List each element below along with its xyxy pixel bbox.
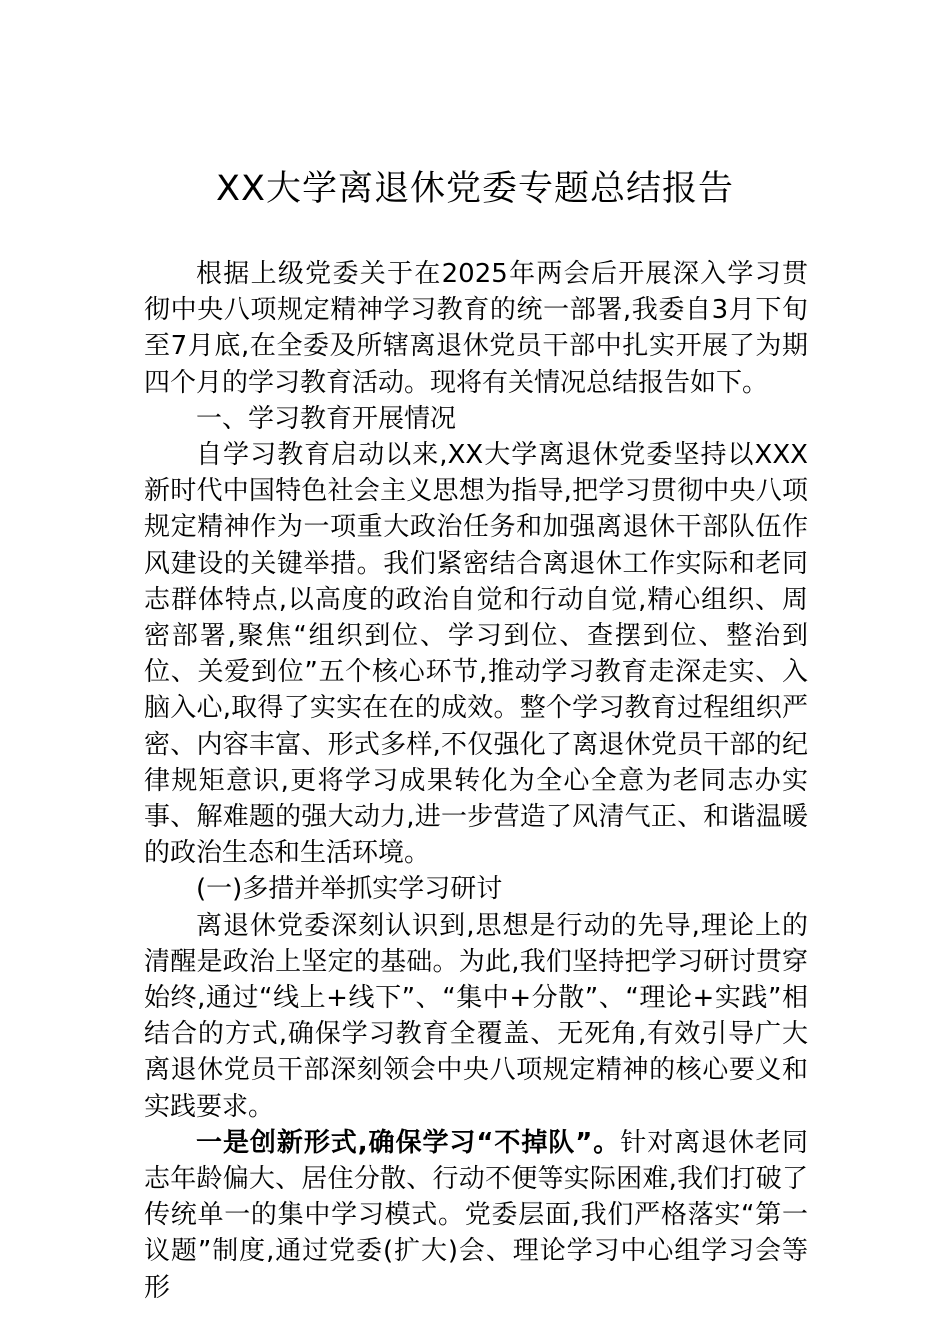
document-body xyxy=(144,256,808,1306)
subsection-1-paragraph: 离退休党委深刻认识到,思想是行动的先导,理论上的清醒是政治上坚定的基础。为此,我们坚持把学习研讨贯穿始终,通过“线上+线下”、“集中+分散”、“理论+实践”相结合的方式,确保学习教育全覆盖、无死角,有效引导广大离退休党员干部深刻领会中央八项规定精神的核心要义和实践要求。 xyxy=(144,910,808,1122)
lead-paragraph xyxy=(144,1125,808,1306)
subsection-heading-1: (一)多措并举抓实学习研讨 xyxy=(196,874,503,905)
lead-paragraph-text: 针对离退休老同志年龄偏大、居住分散、行动不便等实际困难,我们打破了传统单一的集中学习模式。党委层面,我们严格落实“第一议题”制度,通过党委(扩大)会、理论学习中心组学习会等形 xyxy=(144,1127,808,1303)
lead-sentence: 一是创新形式,确保学习“不掉队”。 xyxy=(196,1127,621,1158)
section-heading-1: 一、学习教育开展情况 xyxy=(196,403,457,434)
intro-paragraph: 根据上级党委关于在2025年两会后开展深入学习贯彻中央八项规定精神学习教育的统一部署,我委自3月下旬至7月底,在全委及所辖离退休党员干部中扎实开展了为期四个月的学习教育活动。现将有关情况总结报告如下。 xyxy=(144,259,808,398)
document-title: XX大学离退休党委专题总结报告 xyxy=(216,169,734,209)
section-1-paragraph: 自学习教育启动以来,XX大学离退休党委坚持以XXX新时代中国特色社会主义思想为指导,把学习贯彻中央八项规定精神作为一项重大政治任务和加强离退休干部队伍作风建设的关键举措。我们紧密结合离退休工作实际和老同志群体特点,以高度的政治自觉和行动自觉,精心组织、周密部署,聚焦“组织到位、学习到位、查摆到位、整治到位、关爱到位”五个核心环节,推动学习教育走深走实、入脑入心,取得了实实在在的成效。整个学习教育过程组织严密、内容丰富、形式多样,不仅强化了离退休党员干部的纪律规矩意识,更将学习成果转化为全心全意为老同志办实事、解难题的强大动力,进一步营造了风清气正、和谐温暖的政治生态和生活环境。 xyxy=(144,440,808,869)
